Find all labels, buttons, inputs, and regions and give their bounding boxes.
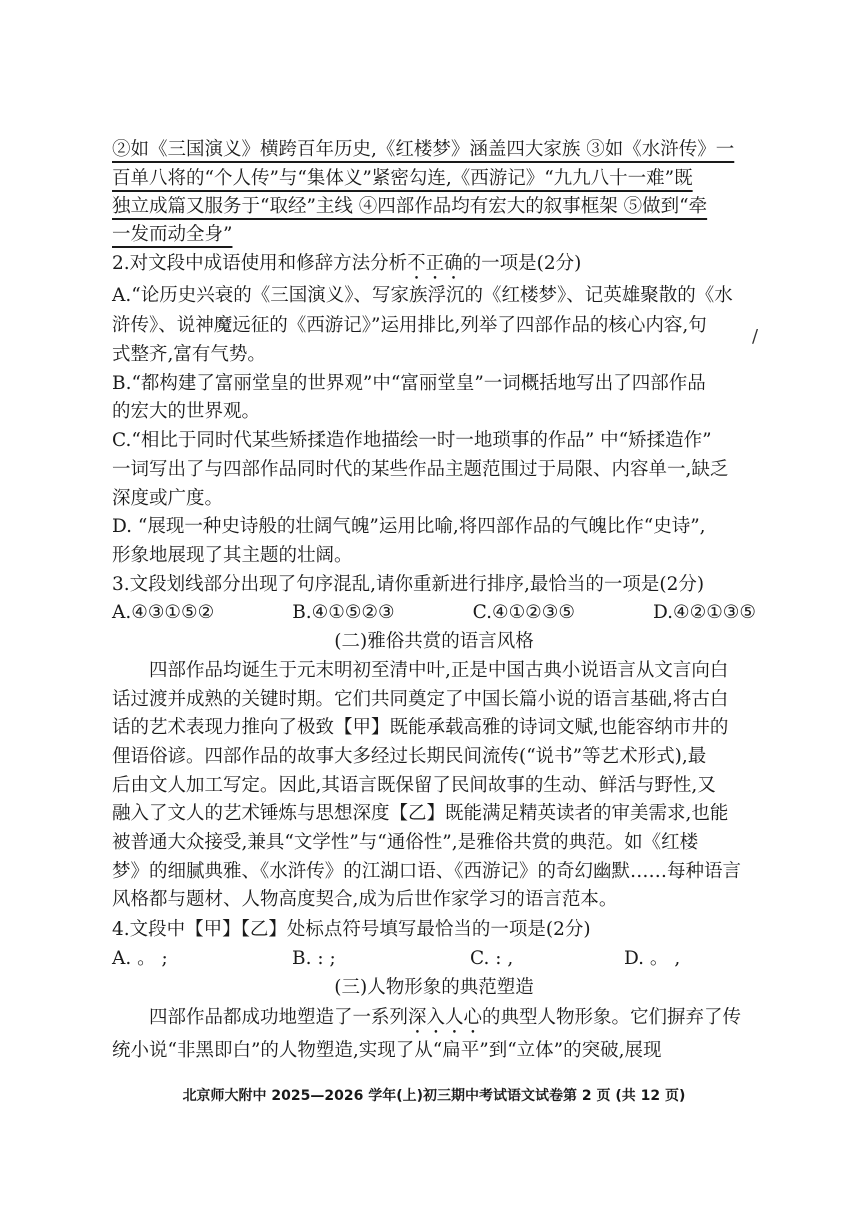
q4-option-a: A. 。 ; — [112, 948, 168, 969]
section-2-line-1: 四部作品均诞生于元末明初至清中叶,正是中国古典小说语言从文言向白 — [112, 660, 729, 681]
section-3-title: (三)人物形象的典范塑造 — [334, 977, 534, 998]
q3-option-a: A.④③①⑤② — [112, 602, 215, 623]
underlined-line-2: 百单八将的“个人传”与“集体义”紧密勾连,《西游记》“九九八十一难”既 — [112, 168, 693, 189]
q2-option-a-line-1: A.“论历史兴衰的《三国演义》、写家族浮沉的《红楼梦》、记英雄聚散的《水 — [112, 285, 733, 306]
q3-option-d: D.④②①③⑤ — [652, 602, 756, 623]
q2-option-c-line-2: 一词写出了与四部作品同时代的某些作品主题范围过于局限、内容单一,缺乏 — [112, 459, 729, 480]
section-2-line-9: 风格都与题材、人物高度契合,成为后世作家学习的语言范本。 — [112, 889, 618, 910]
q2-option-d-line-1: D. “展现一种史诗般的壮阔气魄”运用比喻,将四部作品的气魄比作“史诗”, — [112, 516, 706, 537]
question-2-stem — [112, 250, 756, 284]
section-3-line-1 — [112, 1004, 756, 1038]
q3-options — [112, 599, 756, 627]
q2-stem-before: 2.对文段中成语使用和修辞方法分析 — [112, 253, 408, 274]
q2-stem-after: 的一项是(2分) — [462, 253, 582, 274]
question-3-stem: 3.文段划线部分出现了句序混乱,请你重新进行排序,最恰当的一项是(2分) — [112, 574, 705, 595]
question-4-stem: 4.文段中【甲】【乙】处标点符号填写最恰当的一项是(2分) — [112, 919, 591, 940]
section-2-line-3: 话的艺术表现力推向了极致【甲】既能承载高雅的诗词文赋,也能容纳市井的 — [112, 717, 729, 738]
underlined-line-1: ②如《三国演义》横跨百年历史,《红楼梦》涵盖四大家族 ③如《水浒传》一 — [112, 139, 735, 160]
section-2-line-8: 梦》的细腻典雅、《水浒传》的江湖口语、《西游记》的奇幻幽默……每种语言 — [112, 861, 742, 882]
s3-line1-emphasis: 深入人心 — [408, 1007, 483, 1028]
underlined-line-4: 一发而动全身” — [112, 224, 233, 245]
section-2-line-4: 俚语俗谚。四部作品的故事大多经过长期民间流传(“说书”等艺术形式),最 — [112, 746, 707, 767]
section-2-title: (二)雅俗共赏的语言风格 — [334, 631, 534, 652]
q4-option-d: D. 。 , — [624, 948, 681, 969]
q3-option-b: B.④①⑤②③ — [292, 602, 395, 623]
section-2-line-7: 被普通大众接受,兼具“文学性”与“通俗性”,是雅俗共赏的典范。如《红楼 — [112, 832, 699, 853]
q4-option-c: C. : , — [470, 948, 514, 969]
q2-option-c-line-1: C.“相比于同时代某些矫揉造作地描绘一时一地琐事的作品” 中“矫揉造作” — [112, 430, 712, 451]
q3-option-c: C.④①②③⑤ — [472, 602, 575, 623]
underlined-line-3: 独立成篇又服务于“取经”主线 ④四部作品均有宏大的叙事框架 ⑤做到“牵 — [112, 196, 708, 217]
margin-mark: / — [752, 326, 759, 347]
q2-option-a-line-2: 浒传》、说神魔远征的《西游记》”运用排比,列举了四部作品的核心内容,句 — [112, 315, 707, 336]
section-2-line-6: 融入了文人的艺术锤炼与思想深度【乙】既能满足精英读者的审美需求,也能 — [112, 803, 729, 824]
q2-option-c-line-3: 深度或广度。 — [112, 488, 224, 509]
q2-option-d-line-2: 形象地展现了其主题的壮阔。 — [112, 545, 353, 566]
page-footer: 北京师大附中 2025—2026 学年(上)初三期中考试语文试卷第 2 页 (共 12 页) — [182, 1088, 686, 1104]
section-2-line-2: 话过渡并成熟的关键时期。它们共同奠定了中国长篇小说的语言基础,将古白 — [112, 689, 729, 710]
s3-line1-after: 的典型人物形象。它们摒弃了传 — [482, 1007, 742, 1028]
q4-option-b: B. : ; — [292, 948, 336, 969]
q2-option-b-line-1: B.“都构建了富丽堂皇的世界观”中“富丽堂皇”一词概括地写出了四部作品 — [112, 373, 706, 394]
q2-option-a-line-3: 式整齐,富有气势。 — [112, 344, 266, 365]
section-3-line-2: 统小说“非黑即白”的人物塑造,实现了从“扁平”到“立体”的突破,展现 — [112, 1040, 662, 1061]
section-2-line-5: 后由文人加工写定。因此,其语言既保留了民间故事的生动、鲜活与野性,又 — [112, 775, 716, 796]
s3-line1-before: 四部作品都成功地塑造了一系列 — [112, 1007, 409, 1028]
q2-option-b-line-2: 的宏大的世界观。 — [112, 401, 261, 422]
q2-stem-emphasis: 不正确 — [407, 253, 463, 274]
